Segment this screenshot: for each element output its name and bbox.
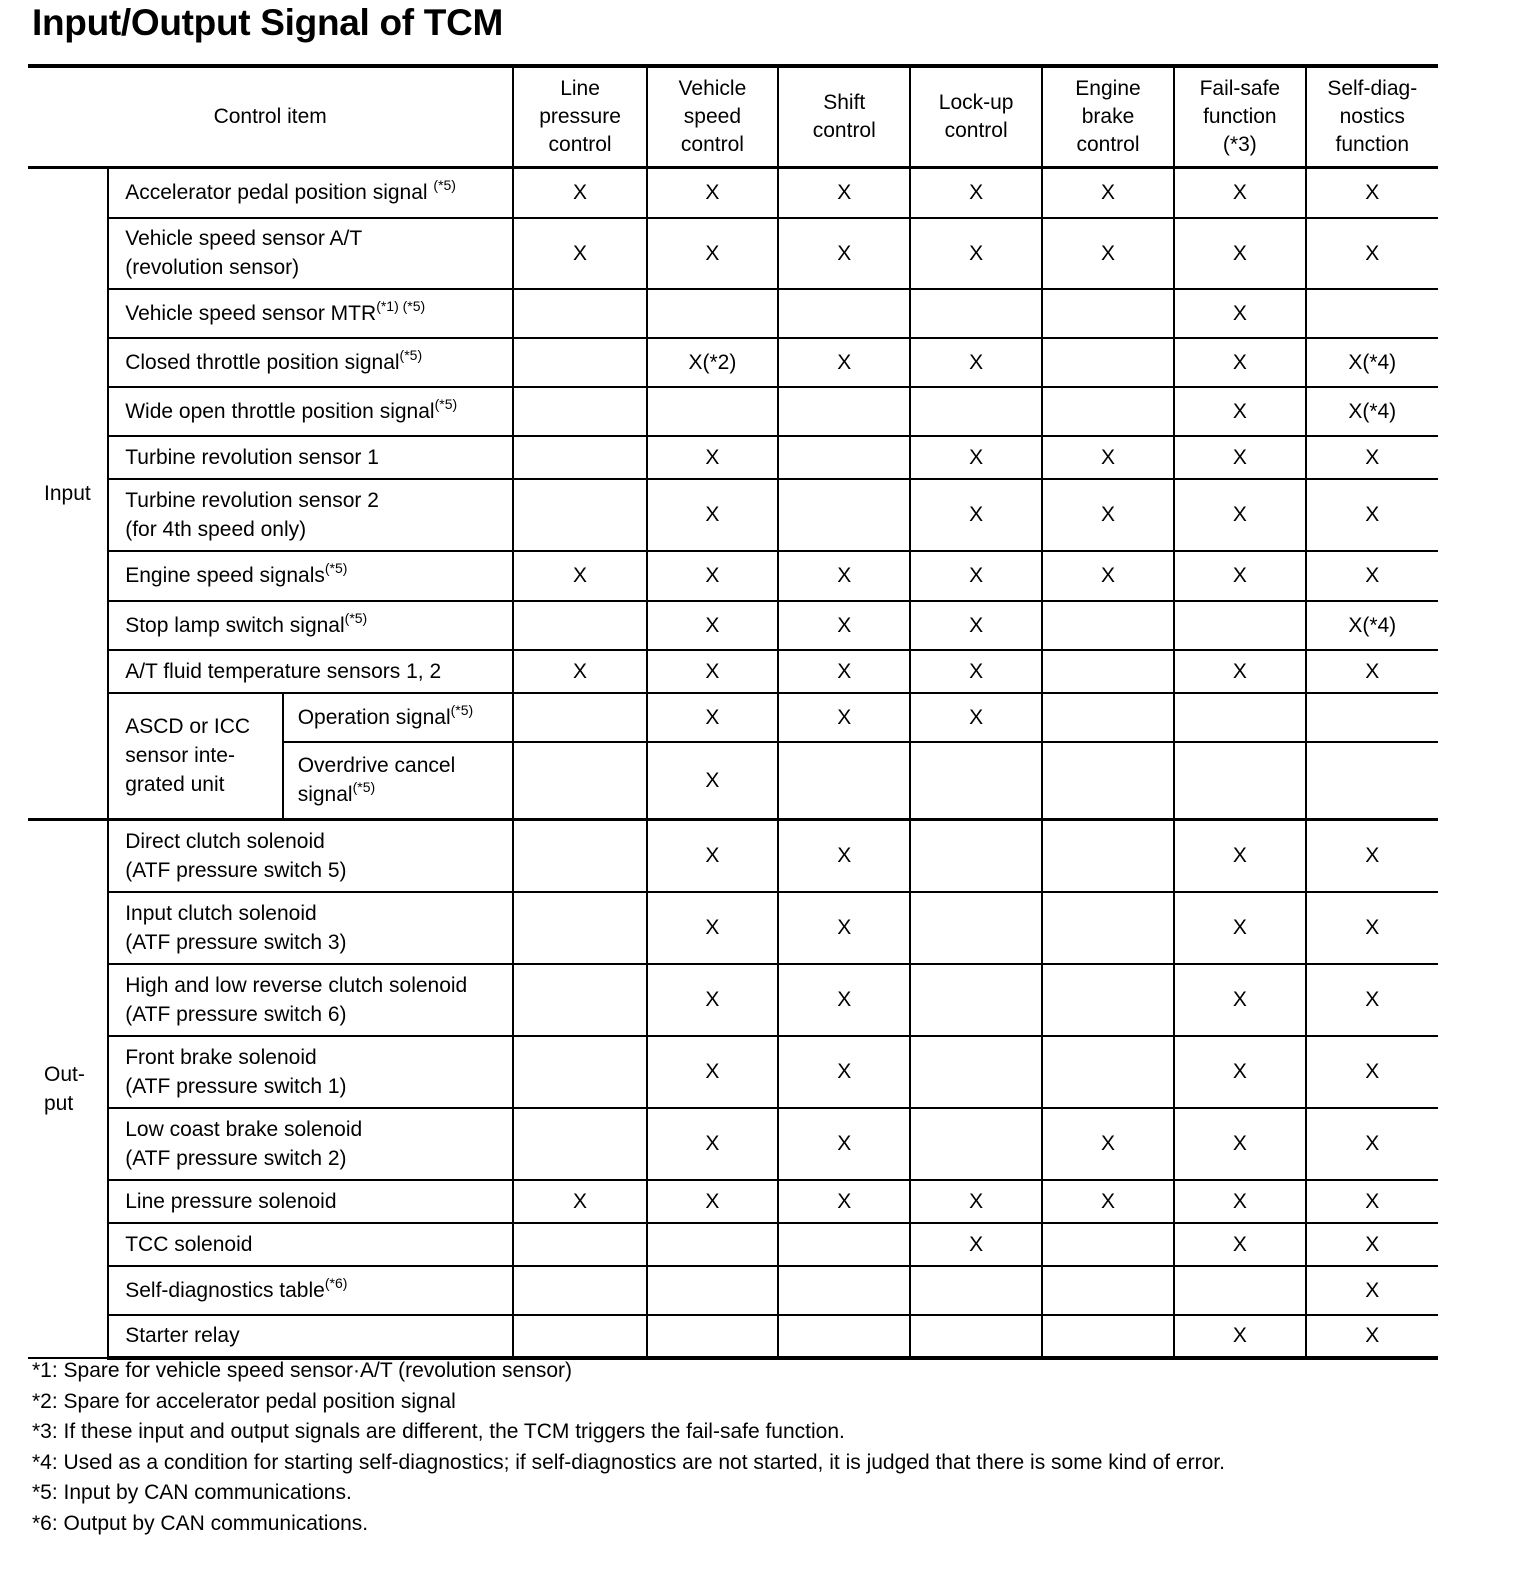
cell: X [910, 436, 1041, 479]
table-row [28, 1108, 1438, 1180]
row-label: Starter relay [108, 1315, 513, 1358]
cell: X [1042, 1108, 1174, 1180]
row-label: Stop lamp switch signal$^{(*5)}$ [108, 601, 513, 650]
row-label: Operation signal$^{(*5)}$ [283, 693, 514, 742]
cell: X [647, 436, 778, 479]
cell [778, 1266, 910, 1315]
row-label: TCC solenoid [108, 1223, 513, 1266]
cell [778, 289, 910, 338]
cell: X [1042, 1180, 1174, 1223]
cell [513, 601, 646, 650]
header-shift: Shift control [778, 66, 910, 168]
row-label: Vehicle speed sensor A/T (revolution sensor) [108, 218, 513, 289]
cell [1042, 964, 1174, 1036]
cell [1174, 601, 1305, 650]
cell: X [778, 693, 910, 742]
footnote: *3: If these input and output signals are different, the TCM triggers the fail-safe function. [32, 1420, 845, 1443]
cell: X [1174, 1180, 1305, 1223]
row-label: Self-diagnostics table$^{(*6)}$ [108, 1266, 513, 1315]
table-row [28, 601, 1438, 650]
cell: X [647, 551, 778, 601]
cell: X [778, 892, 910, 964]
cell: X [1306, 1108, 1438, 1180]
cell [778, 479, 910, 551]
io-signal-table [28, 64, 1438, 1360]
row-label: Front brake solenoid (ATF pressure switch 1) [108, 1036, 513, 1108]
cell: X(*2) [647, 338, 778, 387]
cell [910, 892, 1041, 964]
header-line-pressure: Line pressure control [513, 66, 646, 168]
cell [910, 1108, 1041, 1180]
cell [1042, 892, 1174, 964]
row-label: Closed throttle position signal$^{(*5)}$ [108, 338, 513, 387]
table-row [28, 1223, 1438, 1266]
cell: X [513, 551, 646, 601]
cell [1174, 693, 1305, 742]
cell [1042, 1036, 1174, 1108]
cell [1174, 742, 1305, 820]
cell: X [778, 168, 910, 218]
cell: X [647, 693, 778, 742]
ascd-group-label: ASCD or ICC sensor inte- grated unit [108, 693, 282, 820]
cell: X [910, 601, 1041, 650]
cell [910, 964, 1041, 1036]
cell: X [1174, 289, 1305, 338]
cell: X [1174, 479, 1305, 551]
cell [513, 1266, 646, 1315]
cell: X [647, 742, 778, 820]
cell: X [647, 650, 778, 693]
cell: X [910, 338, 1041, 387]
cell [513, 1315, 646, 1358]
row-label: Direct clutch solenoid (ATF pressure switch 5) [108, 820, 513, 892]
cell: X [910, 168, 1041, 218]
cell: X [1174, 387, 1305, 436]
cell: X [1306, 436, 1438, 479]
cell: X [1306, 551, 1438, 601]
header-control-item: Control item [28, 66, 513, 168]
cell [513, 1036, 646, 1108]
cell [513, 338, 646, 387]
footnote: *2: Spare for accelerator pedal position signal [32, 1389, 456, 1413]
table-row [28, 338, 1438, 387]
cell [1042, 1223, 1174, 1266]
cell [910, 1266, 1041, 1315]
section-output: Out- put [28, 820, 108, 1358]
cell: X [1306, 892, 1438, 964]
cell [1042, 820, 1174, 892]
cell [778, 1315, 910, 1358]
cell: X [513, 218, 646, 289]
cell: X [647, 1036, 778, 1108]
cell [647, 1223, 778, 1266]
cell [1306, 289, 1438, 338]
cell [910, 1315, 1041, 1358]
header-engine-brake: Engine brake control [1042, 66, 1174, 168]
table-row [28, 1036, 1438, 1108]
cell: X [1174, 168, 1305, 218]
cell: X [778, 1036, 910, 1108]
cell: X [647, 1108, 778, 1180]
cell: X [1306, 650, 1438, 693]
cell [778, 436, 910, 479]
cell [513, 479, 646, 551]
cell: X [647, 1180, 778, 1223]
cell [513, 742, 646, 820]
table-row [28, 168, 1438, 218]
cell [1174, 1266, 1305, 1315]
cell: X [1306, 1180, 1438, 1223]
row-label: Turbine revolution sensor 1 [108, 436, 513, 479]
cell [910, 289, 1041, 338]
cell: X [647, 820, 778, 892]
cell: X [647, 168, 778, 218]
cell: X [647, 479, 778, 551]
table-row [28, 964, 1438, 1036]
header-vehicle-speed: Vehicle speed control [647, 66, 778, 168]
table-row [28, 650, 1438, 693]
footnote: *5: Input by CAN communications. [32, 1481, 352, 1504]
cell: X [778, 1180, 910, 1223]
cell: X [513, 168, 646, 218]
cell [1042, 650, 1174, 693]
cell: X(*4) [1306, 601, 1438, 650]
row-label: A/T fluid temperature sensors 1, 2 [108, 650, 513, 693]
cell: X [647, 601, 778, 650]
cell [513, 1108, 646, 1180]
cell [513, 436, 646, 479]
cell [647, 1266, 778, 1315]
cell: X [1174, 338, 1305, 387]
cell [513, 820, 646, 892]
cell: X [1306, 1315, 1438, 1358]
cell [1306, 693, 1438, 742]
cell: X [513, 650, 646, 693]
cell [910, 387, 1041, 436]
cell: X [1306, 218, 1438, 289]
cell: X [1306, 820, 1438, 892]
footnote: *6: Output by CAN communications. [32, 1511, 369, 1535]
cell: X [1306, 168, 1438, 218]
cell: X [1174, 892, 1305, 964]
row-label: Input clutch solenoid (ATF pressure switch 3) [108, 892, 513, 964]
cell: X [910, 1180, 1041, 1223]
cell [513, 964, 646, 1036]
cell [1042, 289, 1174, 338]
row-label: Engine speed signals$^{(*5)}$ [108, 551, 513, 601]
cell: X(*4) [1306, 387, 1438, 436]
cell: X [1174, 218, 1305, 289]
cell [1042, 1315, 1174, 1358]
cell: X [778, 218, 910, 289]
cell [778, 742, 910, 820]
cell [513, 289, 646, 338]
cell: X [778, 964, 910, 1036]
cell [1042, 601, 1174, 650]
footnote: *4: Used as a condition for starting self-diagnostics; if self-diagnostics are not started, it is judged that there is some kind of error. [32, 1450, 1225, 1474]
cell: X [1174, 1108, 1305, 1180]
cell [647, 289, 778, 338]
cell [910, 1036, 1041, 1108]
cell [513, 892, 646, 964]
footnote: *1: Spare for vehicle speed sensor·A/T (revolution sensor) [32, 1359, 573, 1382]
cell: X [910, 1223, 1041, 1266]
row-label: Accelerator pedal position signal $^{(*5)}$ [108, 168, 513, 218]
cell: X [1042, 168, 1174, 218]
table-row [28, 289, 1438, 338]
cell: X [1174, 650, 1305, 693]
cell: X [647, 964, 778, 1036]
cell: X [778, 551, 910, 601]
cell [910, 742, 1041, 820]
footnotes [32, 1356, 1225, 1539]
cell [910, 820, 1041, 892]
cell: X [910, 650, 1041, 693]
cell: X [647, 892, 778, 964]
cell: X [1174, 551, 1305, 601]
row-label: High and low reverse clutch solenoid (ATF pressure switch 6) [108, 964, 513, 1036]
header-lockup: Lock-up control [910, 66, 1041, 168]
cell: X [910, 218, 1041, 289]
cell: X [910, 551, 1041, 601]
section-input: Input [28, 168, 108, 820]
cell [513, 1223, 646, 1266]
table-row [28, 436, 1438, 479]
table-row [28, 1180, 1438, 1223]
cell: X [1306, 1223, 1438, 1266]
cell [1042, 338, 1174, 387]
cell: X [513, 1180, 646, 1223]
row-label: Line pressure solenoid [108, 1180, 513, 1223]
row-label: Low coast brake solenoid (ATF pressure switch 2) [108, 1108, 513, 1180]
table-row [28, 1315, 1438, 1358]
cell [778, 387, 910, 436]
cell: X [910, 479, 1041, 551]
cell [1306, 742, 1438, 820]
cell [513, 693, 646, 742]
cell: X [1042, 479, 1174, 551]
cell [1042, 387, 1174, 436]
cell: X [1174, 820, 1305, 892]
header-self-diag: Self-diag- nostics function [1306, 66, 1438, 168]
cell: X [1042, 551, 1174, 601]
cell: X [778, 650, 910, 693]
row-label: Overdrive cancel signal$^{(*5)}$ [283, 742, 514, 820]
cell: X [778, 338, 910, 387]
cell: X [778, 1108, 910, 1180]
cell [1042, 742, 1174, 820]
table-row [28, 479, 1438, 551]
cell: X [1306, 1036, 1438, 1108]
header-fail-safe: Fail-safe function (*3) [1174, 66, 1305, 168]
cell: X [778, 601, 910, 650]
cell: X [1042, 436, 1174, 479]
row-label: Turbine revolution sensor 2 (for 4th speed only) [108, 479, 513, 551]
table-row [28, 218, 1438, 289]
cell [513, 387, 646, 436]
cell: X [1174, 964, 1305, 1036]
table-row [28, 1266, 1438, 1315]
table-row [28, 551, 1438, 601]
cell: X [1174, 1315, 1305, 1358]
cell: X [1174, 1223, 1305, 1266]
cell [1042, 1266, 1174, 1315]
header-row [28, 66, 1438, 168]
cell: X [1306, 964, 1438, 1036]
row-label: Wide open throttle position signal$^{(*5)}$ [108, 387, 513, 436]
cell: X [778, 820, 910, 892]
table-row [28, 387, 1438, 436]
cell: X [910, 693, 1041, 742]
cell: X [1306, 479, 1438, 551]
cell: X [1174, 1036, 1305, 1108]
cell [778, 1223, 910, 1266]
cell [647, 1315, 778, 1358]
cell: X [647, 218, 778, 289]
cell: X [1174, 436, 1305, 479]
cell [1042, 693, 1174, 742]
page-title: Input/Output Signal of TCM [32, 2, 504, 43]
cell: X [1306, 1266, 1438, 1315]
row-label: Vehicle speed sensor $MTR^{(*1) (*5)}$ [108, 289, 513, 338]
cell: X(*4) [1306, 338, 1438, 387]
table-row [28, 892, 1438, 964]
cell: X [1042, 218, 1174, 289]
table-row [28, 820, 1438, 892]
cell [647, 387, 778, 436]
table-row [28, 693, 1438, 742]
